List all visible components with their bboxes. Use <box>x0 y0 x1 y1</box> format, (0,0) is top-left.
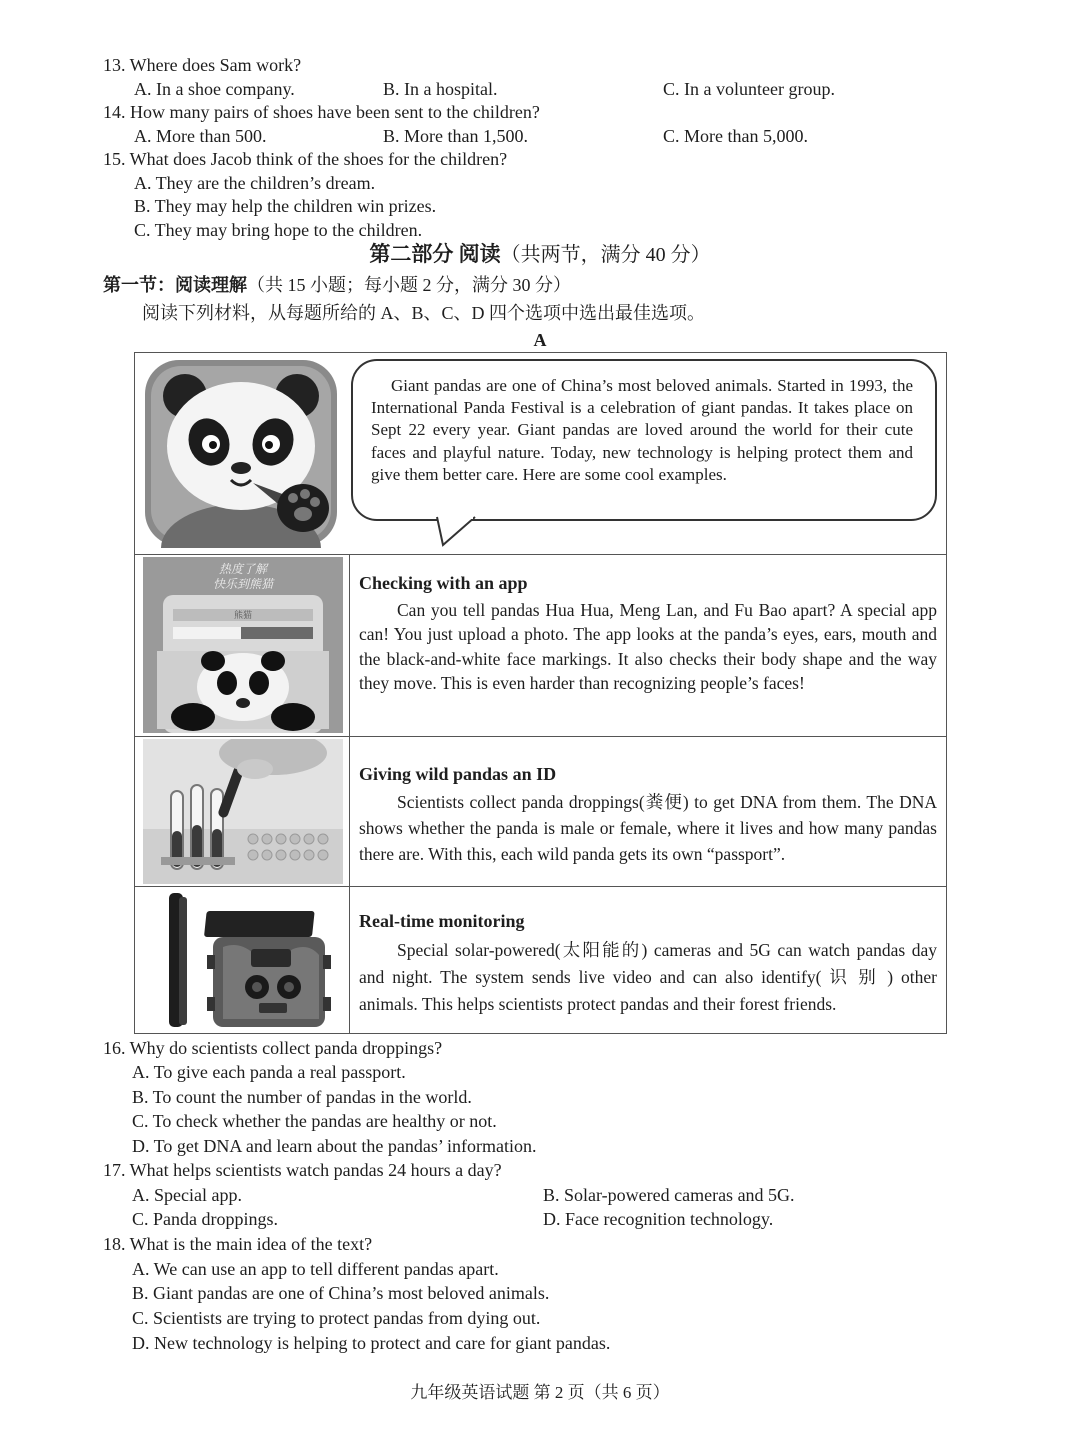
q15-option-c[interactable]: C. They may bring hope to the children. <box>134 220 423 240</box>
id-section <box>359 761 937 867</box>
app-section-body: Can you tell pandas Hua Hua, Meng Lan, and Fu Bao apart? A special app can! You just upload a photo. The app looks at the panda’s eyes, ears, mouth and the black-and-white face markings. It also checks their body shape and the way they move. This is even harder than recognizing people’s faces! <box>359 599 937 694</box>
q14-option-c[interactable]: C. More than 5,000. <box>663 126 808 146</box>
app-section <box>359 571 937 696</box>
q15-option-a[interactable]: A. They are the children’s dream. <box>134 173 376 193</box>
monitoring-section <box>359 908 937 1018</box>
q16-option-d[interactable]: D. To get DNA and learn about the pandas’ information. <box>132 1136 537 1156</box>
page-footer: 九年级英语试题 第 2 页（共 6 页） <box>410 1383 670 1402</box>
intro-text <box>371 375 913 486</box>
panda-mascot-image <box>143 358 339 548</box>
app-screenshot-image <box>143 557 343 733</box>
q13-option-c[interactable]: C. In a volunteer group. <box>663 79 835 99</box>
q15-option-b[interactable]: B. They may help the children win prizes. <box>134 196 437 216</box>
monitoring-section-title: Real-time monitoring <box>359 911 525 931</box>
section1-note: （共 15 小题；每小题 2 分，满分 30 分） <box>247 275 571 295</box>
passage-table <box>134 352 947 1034</box>
q16-option-b[interactable]: B. To count the number of pandas in the world. <box>132 1087 472 1107</box>
lab-test-tubes-image <box>143 739 343 884</box>
q18-option-b[interactable]: B. Giant pandas are one of China’s most beloved animals. <box>132 1283 550 1303</box>
q18-option-d[interactable]: D. New technology is helping to protect and care for giant pandas. <box>132 1333 611 1353</box>
q14-option-b[interactable]: B. More than 1,500. <box>383 126 528 146</box>
q18-option-c[interactable]: C. Scientists are trying to protect pandas from dying out. <box>132 1308 541 1328</box>
q17-stem: 17. What helps scientists watch pandas 24 hours a day? <box>103 1160 502 1180</box>
app-banner-line1: 热度了解 <box>218 562 268 576</box>
id-section-title: Giving wild pandas an ID <box>359 764 557 784</box>
app-tab-label: 熊猫 <box>233 611 253 621</box>
section1-heading <box>103 274 571 296</box>
row-divider <box>135 736 946 737</box>
intro-paragraph: Giant pandas are one of China’s most beloved animals. Started in 1993, the International Panda Festival is a celebration of giant pandas. It takes place on Sept 22 every year. Giant pandas are loved around the world for their cute faces and playful nature. Today, new technology is helping protect them and give them better care. Here are some cool examples. <box>371 376 913 484</box>
q16-option-c[interactable]: C. To check whether the pandas are healthy or not. <box>132 1111 497 1131</box>
bubble-tail <box>435 515 495 549</box>
id-section-body: Scientists collect panda droppings(粪便) to get DNA from them. The DNA shows whether the panda is male or female, where it lives and how many pandas there are. With this, each wild panda gets its own “passport”. <box>359 792 937 864</box>
app-section-title: Checking with an app <box>359 573 528 593</box>
passage-letter: A <box>533 330 547 350</box>
row-divider <box>135 886 946 887</box>
q13-option-b[interactable]: B. In a hospital. <box>383 79 498 99</box>
q18-stem: 18. What is the main idea of the text? <box>103 1234 373 1254</box>
q16-stem: 16. Why do scientists collect panda droppings? <box>103 1038 443 1058</box>
q17-option-d[interactable]: D. Face recognition technology. <box>543 1209 774 1229</box>
q13-stem: 13. Where does Sam work? <box>103 55 302 75</box>
solar-camera-image <box>143 889 343 1031</box>
app-banner-line2: 快乐到熊猫 <box>212 577 274 591</box>
q17-option-a[interactable]: A. Special app. <box>132 1185 242 1205</box>
q15-stem: 15. What does Jacob think of the shoes for the children? <box>103 149 508 169</box>
monitoring-section-body: Special solar-powered(太阳能的) cameras and 5G can watch pandas day and night. The system sends live video and can also identify( 识 别 ) other animals. This helps scientists protect pandas and their forest friends. <box>359 940 937 1014</box>
q14-option-a[interactable]: A. More than 500. <box>134 126 267 146</box>
q17-option-c[interactable]: C. Panda droppings. <box>132 1209 278 1229</box>
q13-option-a[interactable]: A. In a shoe company. <box>134 79 295 99</box>
part2-note: （共两节，满分 40 分） <box>500 244 711 266</box>
row-divider <box>135 554 946 555</box>
q14-stem: 14. How many pairs of shoes have been sent to the children? <box>103 102 540 122</box>
part2-title: 第二部分 阅读 <box>369 242 501 266</box>
q17-option-b[interactable]: B. Solar-powered cameras and 5G. <box>543 1185 795 1205</box>
instruction: 阅读下列材料，从每题所给的 A、B、C、D 四个选项中选出最佳选项。 <box>142 303 706 323</box>
part2-heading <box>0 243 1080 266</box>
q16-option-a[interactable]: A. To give each panda a real passport. <box>132 1062 406 1082</box>
column-divider <box>349 554 350 1033</box>
q18-option-a[interactable]: A. We can use an app to tell different pandas apart. <box>132 1259 499 1279</box>
section1-title: 第一节：阅读理解 <box>103 275 247 295</box>
